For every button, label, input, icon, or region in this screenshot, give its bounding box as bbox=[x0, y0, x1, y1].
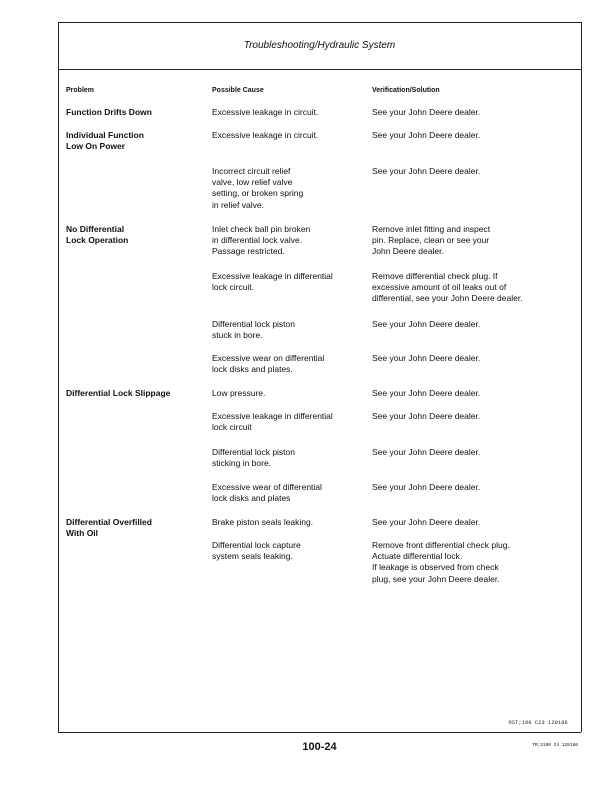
row-solution: See your John Deere dealer. bbox=[372, 353, 481, 363]
row-cause: Low pressure. bbox=[212, 388, 266, 398]
row-cause: Incorrect circuit relief valve, low relief valve setting, or broken spring in relief valve. bbox=[212, 166, 304, 210]
row-problem: Differential Overfilled With Oil bbox=[66, 517, 152, 539]
row-cause: Differential lock piston sticking in bore. bbox=[212, 447, 295, 469]
row-problem: Differential Lock Slippage bbox=[66, 388, 171, 398]
column-header-cause: Possible Cause bbox=[212, 87, 264, 94]
page-number: 100-24 bbox=[302, 741, 337, 753]
page-frame-right bbox=[581, 22, 582, 732]
page-frame-left bbox=[58, 22, 59, 732]
row-problem: Individual Function Low On Power bbox=[66, 130, 144, 152]
row-cause: Excessive wear of differential lock disks and plates bbox=[212, 482, 322, 504]
row-cause: Excessive wear on differential lock disks and plates. bbox=[212, 353, 325, 375]
row-cause: Inlet check ball pin broken in differential lock valve. Passage restricted. bbox=[212, 224, 311, 257]
header-divider bbox=[58, 69, 581, 70]
page-frame-bottom bbox=[58, 732, 581, 733]
row-cause: Excessive leakage in circuit. bbox=[212, 107, 319, 117]
row-problem: No Differential Lock Operation bbox=[66, 224, 129, 246]
page-frame-top bbox=[58, 22, 581, 23]
row-cause: Differential lock capture system seals leaking. bbox=[212, 540, 301, 562]
row-solution: See your John Deere dealer. bbox=[372, 388, 481, 398]
row-cause: Excessive leakage in differential lock circuit bbox=[212, 411, 333, 433]
section-title: Troubleshooting/Hydraulic System bbox=[243, 40, 396, 51]
row-cause: Excessive leakage in differential lock circuit. bbox=[212, 271, 333, 293]
row-solution: See your John Deere dealer. bbox=[372, 517, 481, 527]
row-cause: Differential lock piston stuck in bore. bbox=[212, 319, 295, 341]
row-solution: See your John Deere dealer. bbox=[372, 107, 481, 117]
row-solution: See your John Deere dealer. bbox=[372, 482, 481, 492]
row-solution: See your John Deere dealer. bbox=[372, 411, 481, 421]
row-solution: See your John Deere dealer. bbox=[372, 319, 481, 329]
section-code: OST;100 C23 120186 bbox=[508, 720, 568, 726]
row-solution: Remove front differential check plug. Actuate differential lock. If leakage is observed from check plug, see your John Deere dealer. bbox=[372, 540, 510, 584]
row-solution: Remove inlet fitting and inspect pin. Replace, clean or see your John Deere dealer. bbox=[372, 224, 491, 257]
row-solution: See your John Deere dealer. bbox=[372, 447, 481, 457]
column-header-problem: Problem bbox=[66, 87, 95, 94]
row-cause: Excessive leakage in circuit. bbox=[212, 130, 319, 140]
row-problem: Function Drifts Down bbox=[66, 107, 152, 117]
column-header-solution: Verification/Solution bbox=[372, 87, 440, 94]
row-solution: See your John Deere dealer. bbox=[372, 166, 481, 176]
row-solution: Remove differential check plug. If excessive amount of oil leaks out of differential, see your John Deere dealer. bbox=[372, 271, 523, 304]
document-code: TM;3100 24 120186 bbox=[532, 743, 578, 748]
row-cause: Brake piston seals leaking. bbox=[212, 517, 314, 527]
row-solution: See your John Deere dealer. bbox=[372, 130, 481, 140]
